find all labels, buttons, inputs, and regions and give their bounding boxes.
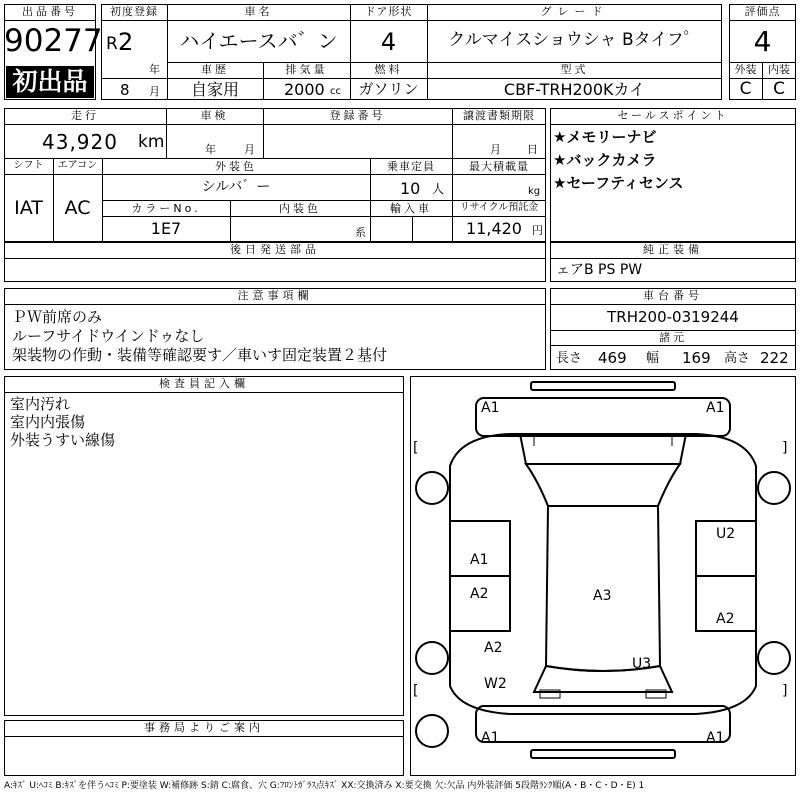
note-1: ＰＷ前席のみ [12, 308, 103, 326]
wheel-front-right [758, 472, 790, 504]
exterior-label: 外装 [734, 63, 757, 76]
capacity-label: 乗車定員 [387, 160, 435, 173]
interior-grade: C [773, 79, 785, 99]
sales-points-label: セールスポイント [617, 109, 729, 122]
front-bumper [531, 382, 675, 390]
inspection-label: 車検 [200, 109, 229, 122]
history: 自家用 [190, 80, 239, 99]
car-name-label: 車名 [244, 5, 273, 18]
rating-label: 評価点 [744, 5, 781, 18]
left-slide-door [450, 576, 510, 631]
genuine-label: 純正装備 [643, 243, 703, 256]
bracket-close-bottom: ] [782, 683, 788, 699]
bracket-open-bottom: [ [413, 683, 419, 699]
interior-label: 内装 [768, 63, 790, 76]
cc-unit: cc [330, 86, 341, 97]
km-unit: km [138, 132, 165, 152]
rear-panel [476, 706, 730, 742]
grade: クルマイスショウシャ Bタイフ゜ [448, 30, 701, 50]
color-no: 1E7 [150, 219, 182, 238]
bracket-open-top: [ [413, 440, 419, 456]
door-label: ドア形状 [364, 5, 413, 18]
mileage: 43,920 [42, 130, 118, 154]
recycle-label: リサイクル預託金 [459, 202, 539, 213]
notes-label: 注意事項欄 [237, 289, 313, 302]
era: R [106, 34, 118, 54]
month-unit: 月 [149, 85, 160, 98]
door-count: 4 [380, 28, 397, 56]
mileage-label: 走行 [71, 109, 99, 122]
rear-bumper [531, 750, 675, 758]
history-label: 車歴 [201, 63, 229, 76]
displacement: 2000 [284, 80, 325, 99]
ext-color-label: 外装色 [215, 160, 257, 173]
aircon-label: エアコン [57, 160, 98, 171]
office-label: 事務局よりご案内 [144, 721, 264, 734]
inspection-year-unit: 年 [205, 143, 216, 156]
first-reg-label: 初度登録 [110, 5, 158, 18]
model-code: CBF-TRH200Kカイ [503, 80, 646, 99]
mark-left-rear-low: W2 [484, 676, 507, 692]
front-panel [476, 398, 730, 436]
max-load-label: 最大積載量 [469, 160, 529, 173]
height: 222 [760, 349, 789, 367]
sales-point-2: ★バックカメラ [553, 151, 657, 169]
wheel-rear-left [416, 642, 448, 674]
car-name: ハイエースバ゛ン [179, 29, 338, 53]
reg-month: 8 [120, 81, 130, 99]
yen-unit: 円 [532, 224, 543, 237]
width: 169 [682, 349, 711, 367]
rating: 4 [753, 25, 772, 58]
width-label: 幅 [646, 351, 660, 366]
year-unit: 年 [149, 63, 160, 76]
mark-left-slide: A2 [470, 586, 489, 602]
mark-front-right: A1 [706, 400, 725, 416]
height-label: 高さ [724, 351, 751, 366]
genuine-equipment: ェアB PS PW [556, 262, 643, 278]
bracket-close-top: ] [782, 440, 788, 456]
fuel-label: 燃料 [374, 63, 403, 76]
reg-year: 2 [118, 28, 134, 56]
inspector-note-3: 外装うすい線傷 [10, 431, 116, 449]
fuel: ガソリン [358, 80, 419, 98]
detail-table [4, 108, 546, 242]
legend: A:ｷｽﾞ U:ﾍｺﾐ B:ｷｽﾞを伴うﾍｺﾐ P:要塗装 W:補修跡 S:錆 C:腐食、穴 G:ﾌﾛﾝﾄｶﾞﾗｽ点ｷｽﾞ XX:交換済み X:要交換 欠:欠品 内外装評価 5段階ﾗﾝｸ順(A・B・C・D・E) 1 [4, 781, 645, 791]
kei-unit: 系 [355, 226, 366, 239]
transfer-month-unit: 月 [490, 143, 501, 156]
import-label: 輸入車 [390, 202, 432, 215]
inspector-label: 検査員記入欄 [159, 377, 249, 390]
exterior-grade: C [739, 79, 752, 99]
wheel-rear-right [758, 642, 790, 674]
windshield [520, 434, 686, 464]
displacement-label: 排気量 [285, 63, 328, 76]
mark-roof: A3 [593, 588, 612, 604]
note-2: ルーフサイドウインドゥなし [12, 327, 205, 345]
aircon: AC [64, 197, 91, 219]
sales-point-3: ★セーフティセンス [553, 174, 684, 192]
rear-window [534, 666, 672, 692]
transfer-day-unit: 日 [527, 143, 538, 156]
shift-label: シフト [13, 160, 44, 171]
front-seat-area [526, 464, 680, 506]
chassis-label: 車台番号 [643, 289, 703, 302]
kg-unit: kg [528, 186, 541, 197]
note-3: 架装物の作動・装備等確認要す／車いす固定装置２基付 [12, 346, 388, 364]
mark-rear-left: A1 [481, 730, 500, 746]
dims-label: 諸元 [659, 331, 687, 344]
car-diagram [410, 376, 796, 776]
capacity: 10 [400, 179, 421, 198]
chassis-number: TRH200-0319244 [607, 308, 739, 326]
inspection-month-unit: 月 [244, 143, 255, 156]
reg-no-label: 登録番号 [329, 109, 386, 122]
mark-front-left: A1 [481, 400, 500, 416]
length-label: 長さ [556, 351, 583, 366]
mark-right-front-door: U2 [716, 526, 736, 542]
model-code-label: 型式 [560, 63, 589, 76]
mark-right-slide: A2 [716, 611, 735, 627]
mark-left-front-door: A1 [470, 552, 489, 568]
person-unit: 人 [432, 182, 445, 196]
mark-rear-right: A1 [706, 730, 725, 746]
inspector-note-1: 室内汚れ [10, 395, 71, 413]
inspector-note-2: 室内内張傷 [10, 413, 86, 431]
mark-right-rear: U3 [632, 656, 652, 672]
wheel-front-left [416, 472, 448, 504]
transfer-doc-label: 譲渡書類期限 [463, 109, 535, 122]
lot-number: 90277 [4, 23, 103, 59]
recycle: 11,420 [466, 219, 522, 238]
first-listing-label: 初出品 [12, 67, 88, 96]
color-no-label: カラーNo. [131, 202, 201, 215]
mark-left-rear: A2 [484, 640, 503, 656]
spare-wheel [416, 715, 448, 747]
ext-color: シルバ゛ー [201, 179, 271, 195]
later-parts-label: 後日発送部品 [230, 243, 320, 256]
shift: IAT [14, 197, 43, 219]
sales-point-1: ★メモリーナビ [553, 128, 657, 146]
length: 469 [598, 349, 627, 367]
grade-label: グレード [540, 5, 609, 18]
lot-number-label: 出品番号 [22, 5, 78, 18]
int-color-label: 内装色 [279, 202, 321, 215]
